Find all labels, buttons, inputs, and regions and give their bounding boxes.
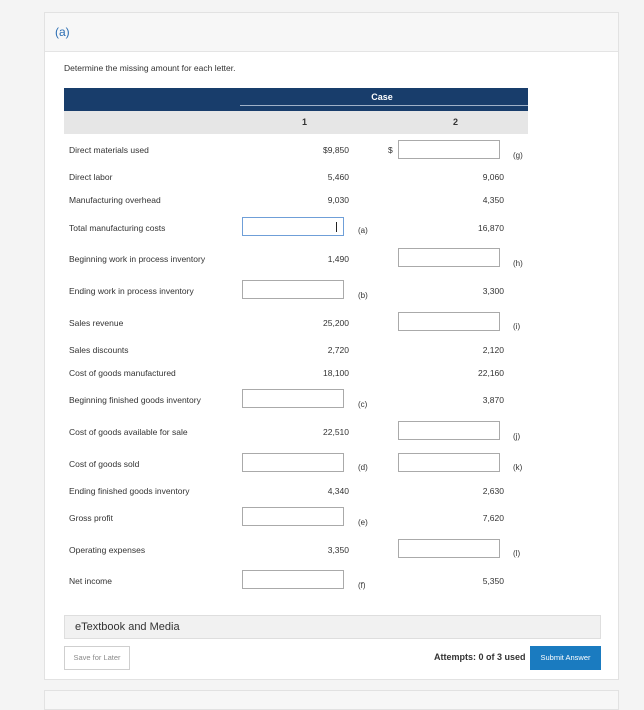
case2-letter: (l)	[513, 549, 521, 558]
table-group-header	[64, 88, 528, 111]
case2-input-l[interactable]	[398, 539, 500, 558]
row-label: Operating expenses	[69, 545, 146, 555]
case1-input-f[interactable]	[242, 570, 344, 589]
case2-value: 2,630	[482, 486, 504, 496]
case2-value: 5,350	[482, 576, 504, 586]
row-label: Direct labor	[69, 172, 113, 182]
row-label: Total manufacturing costs	[69, 223, 166, 233]
case2-value: 9,060	[482, 172, 504, 182]
row-label: Beginning work in process inventory	[69, 254, 206, 264]
save-for-later-button[interactable]: Save for Later	[64, 646, 130, 670]
row-label: Net income	[69, 576, 112, 586]
case1-letter: (a)	[358, 226, 368, 235]
etextbook-panel[interactable]	[64, 615, 601, 639]
case1-input-d[interactable]	[242, 453, 344, 472]
case2-input-h[interactable]	[398, 248, 500, 267]
case1-value: 3,350	[327, 545, 349, 555]
case1-letter: (b)	[358, 291, 368, 300]
case1-value: $9,850	[323, 145, 349, 155]
row-label: Cost of goods manufactured	[69, 368, 176, 378]
header-divider	[240, 105, 528, 106]
row-label: Ending finished goods inventory	[69, 486, 190, 496]
etextbook-label: eTextbook and Media	[75, 621, 180, 633]
case1-input-b[interactable]	[242, 280, 344, 299]
case2-input-g[interactable]	[398, 140, 500, 159]
case1-value: 5,460	[327, 172, 349, 182]
case2-value: 3,870	[482, 395, 504, 405]
case-header: Case	[371, 92, 393, 102]
case2-letter: (i)	[513, 322, 521, 331]
text-cursor	[336, 222, 337, 232]
case1-letter: (e)	[358, 518, 368, 527]
part-label: (a)	[55, 25, 70, 39]
column-header-row	[64, 111, 528, 134]
case2-value: 4,350	[482, 195, 504, 205]
case2-letter: (k)	[513, 463, 523, 472]
row-label: Ending work in process inventory	[69, 286, 194, 296]
case1-letter: (d)	[358, 463, 368, 472]
case2-value: 3,300	[482, 286, 504, 296]
case1-value: 9,030	[327, 195, 349, 205]
row-label: Manufacturing overhead	[69, 195, 161, 205]
column-header-case-1: 1	[302, 117, 308, 127]
case2-input-j[interactable]	[398, 421, 500, 440]
case2-value: 7,620	[482, 513, 504, 523]
dollar-sign: $	[388, 145, 393, 155]
instruction-text: Determine the missing amount for each letter.	[64, 63, 236, 73]
case1-value: 22,510	[323, 427, 349, 437]
case1-input-e[interactable]	[242, 507, 344, 526]
case1-input-c[interactable]	[242, 389, 344, 408]
row-label: Sales revenue	[69, 318, 124, 328]
case2-letter: (g)	[513, 151, 523, 160]
column-header-case-2: 2	[453, 117, 459, 127]
row-label: Cost of goods available for sale	[69, 427, 188, 437]
row-label: Direct materials used	[69, 145, 149, 155]
case2-letter: (h)	[513, 259, 523, 268]
row-label: Sales discounts	[69, 345, 129, 355]
case2-value: 22,160	[478, 368, 504, 378]
next-question-card	[44, 690, 619, 710]
case1-input-a[interactable]	[242, 217, 344, 236]
case1-letter: (c)	[358, 400, 368, 409]
row-label: Beginning finished goods inventory	[69, 395, 201, 405]
case1-letter: (f)	[358, 581, 366, 590]
card-header	[45, 13, 618, 52]
case1-value: 4,340	[327, 486, 349, 496]
row-label: Gross profit	[69, 513, 113, 523]
case2-value: 2,120	[482, 345, 504, 355]
case1-value: 18,100	[323, 368, 349, 378]
case2-letter: (j)	[513, 432, 521, 441]
case1-value: 2,720	[327, 345, 349, 355]
case1-value: 25,200	[323, 318, 349, 328]
case2-input-i[interactable]	[398, 312, 500, 331]
row-label: Cost of goods sold	[69, 459, 140, 469]
case1-value: 1,490	[327, 254, 349, 264]
case2-input-k[interactable]	[398, 453, 500, 472]
submit-answer-button[interactable]: Submit Answer	[530, 646, 601, 670]
question-card	[44, 12, 619, 680]
attempts-counter: Attempts: 0 of 3 used	[434, 652, 526, 662]
case2-value: 16,870	[478, 223, 504, 233]
